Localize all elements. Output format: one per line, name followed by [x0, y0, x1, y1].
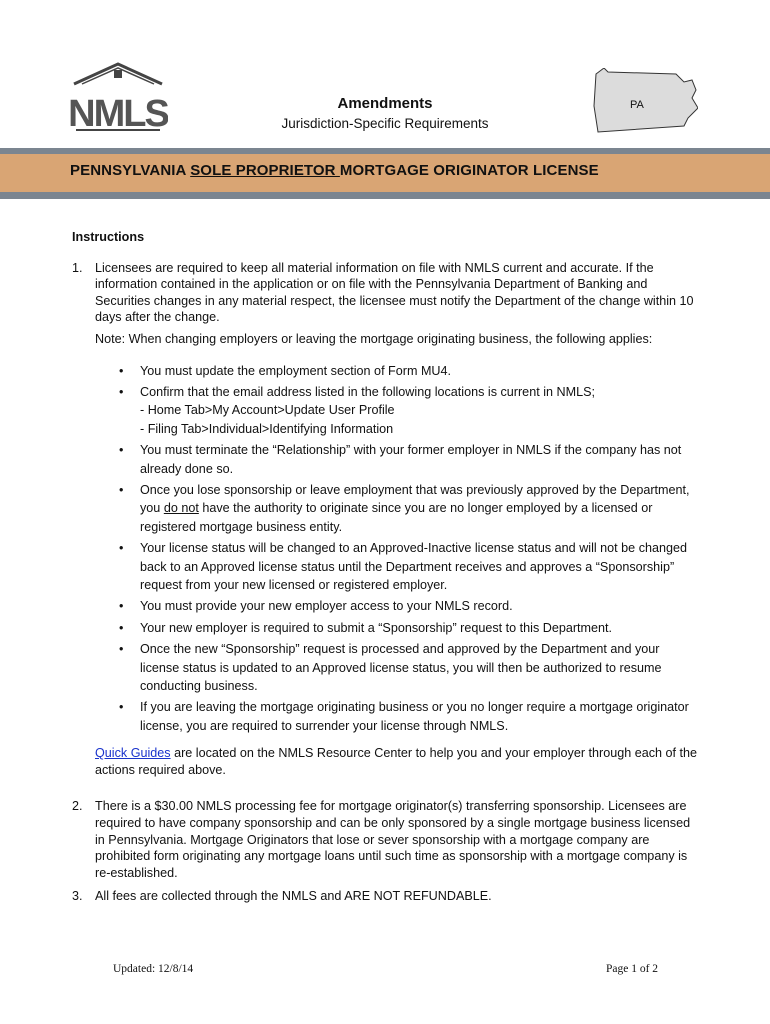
bullet-item: • If you are leaving the mortgage originating business or you no longer require a mortgage originator license, you are required to surrender your license through NMLS.: [140, 698, 700, 735]
updated-date: Updated: 12/8/14: [113, 963, 194, 975]
bullet-text: Once you lose sponsorship or leave employment that was previously approved by the Department, you: [140, 483, 690, 516]
quick-guides-paragraph: [95, 745, 700, 778]
license-title-state: PENNSYLVANIA: [70, 162, 191, 179]
document-title: Amendments: [337, 95, 433, 112]
bullet-subline: - Filing Tab>Individual>Identifying Information: [140, 421, 394, 436]
bullet-list: [95, 362, 700, 736]
nmls-logo: [68, 62, 168, 136]
bullet-item: • Once the new “Sponsorship” request is processed and approved by the Department and your license status is updated to an Approved license status, you will then be authorized to resume conducting business.: [140, 640, 700, 695]
bullet-item: [140, 383, 700, 438]
item-number: 1.: [72, 260, 83, 275]
quick-guides-link[interactable]: Quick Guides: [95, 746, 171, 761]
list-item: [72, 798, 700, 881]
state-label: PA: [630, 99, 644, 111]
license-title-type: SOLE PROPRIETOR: [190, 162, 340, 179]
bullet-text: have the authority to originate since you are no longer employed by a licensed or registered mortgage business entity.: [140, 501, 653, 534]
bullet-item: • Your new employer is required to submit a “Sponsorship” request to this Department.: [140, 619, 700, 637]
list-item: [72, 260, 700, 779]
item-text: All fees are collected through the NMLS and ARE NOT REFUNDABLE.: [95, 889, 492, 904]
quick-guides-text: are located on the NMLS Resource Center to help you and your employer through each of the actions required above.: [95, 746, 698, 777]
bullet-item: • You must terminate the “Relationship” with your former employer in NMLS if the company has not already done so.: [140, 441, 700, 478]
bullet-item: • You must update the employment section of Form MU4.: [140, 362, 700, 380]
bullet-item: [140, 481, 700, 536]
instructions-heading: Instructions: [72, 230, 145, 244]
item-number: 2.: [72, 799, 83, 814]
banner-bottom-rule: [0, 192, 770, 199]
bullet-item: • Your license status will be changed to an Approved-Inactive license status and will not be changed back to an Approved license status until the Department receives and approves a “Sponsorship” request from your new licensed or registered employer.: [140, 539, 700, 594]
svg-text:NMLS: NMLS: [68, 93, 168, 135]
bullet-text: Confirm that the email address listed in the following locations is current in NMLS;: [140, 384, 595, 399]
item-text: Licensees are required to keep all material information on file with NMLS current and accurate. If the information contained in the application or on file with the Pennsylvania Department of Banking and Securities changes in any material respect, the licensee must notify the Department of the change within 10 days after the change.: [95, 260, 694, 325]
document-subtitle: Jurisdiction-Specific Requirements: [281, 116, 489, 131]
item-number: 3.: [72, 889, 83, 904]
bullet-item: • You must provide your new employer access to your NMLS record.: [140, 597, 700, 615]
list-item: [72, 888, 700, 905]
license-title-license: MORTGAGE ORIGINATOR LICENSE: [339, 162, 599, 179]
note-text: Note: When changing employers or leaving the mortgage originating business, the following applies:: [95, 331, 653, 346]
item-text: There is a $30.00 NMLS processing fee for mortgage originator(s) transferring sponsorship. Licensees are required to have company sponsorship and can be only sponsored by a single mortgage business licensed in Pennsylvania. Mortgage Originators that lose or sever sponsorship with a mortgage company are prohibited form originating any mortgage loans until such time as sponsorship with a mortgage company is re-established.: [95, 799, 691, 880]
license-title: [70, 162, 599, 179]
page-number: Page 1 of 2: [606, 963, 659, 975]
emphasis-text: do not: [163, 501, 199, 516]
instructions-section: [72, 229, 700, 912]
bullet-subline: - Home Tab>My Account>Update User Profile: [140, 403, 395, 418]
